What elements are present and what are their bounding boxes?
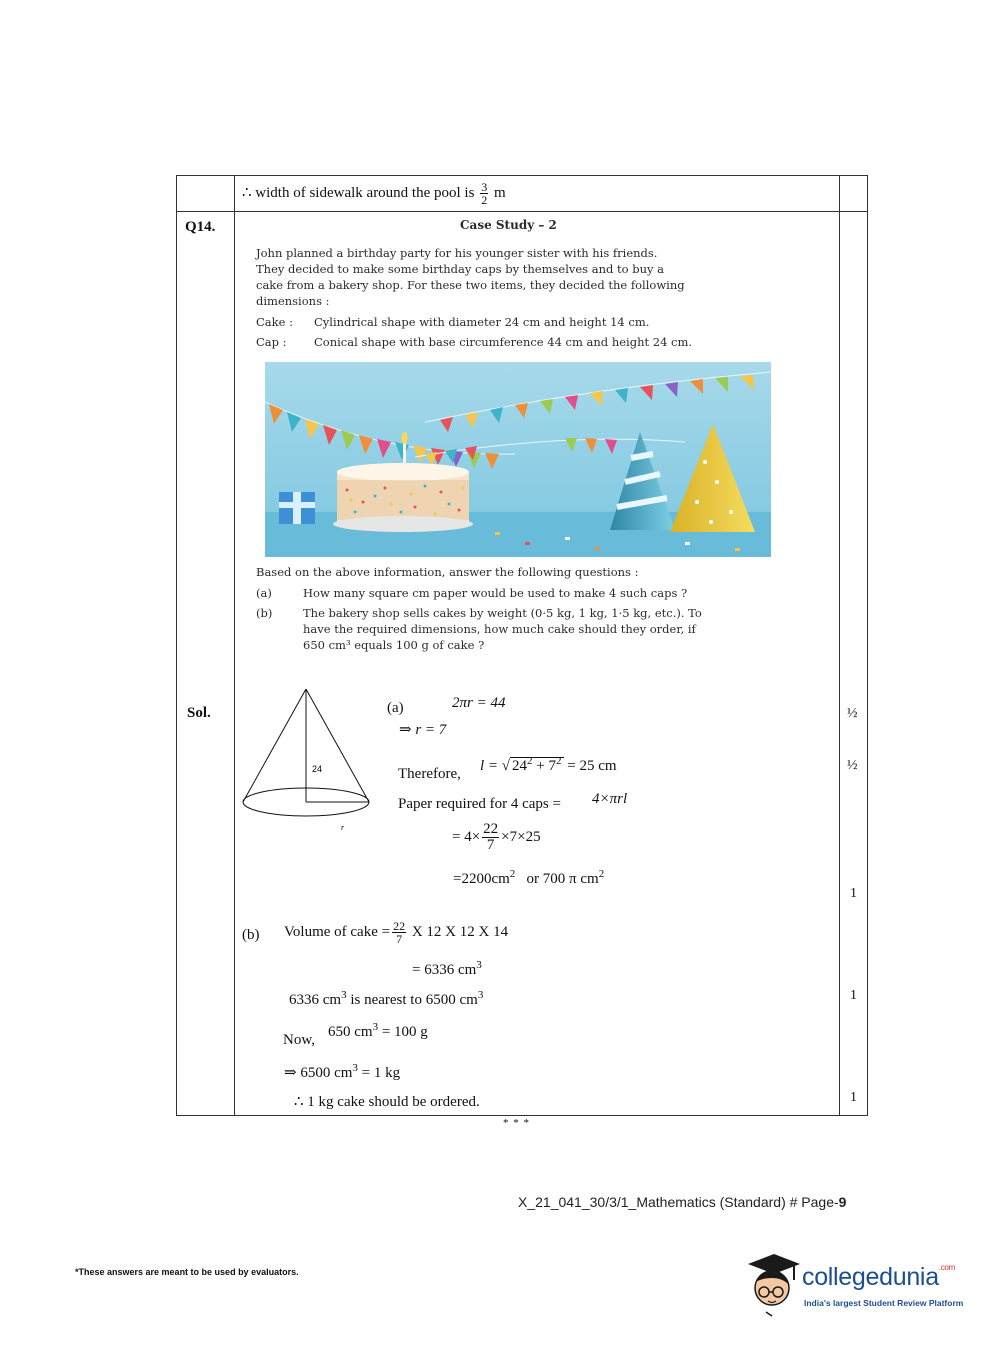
case-intro bbox=[256, 245, 796, 309]
paper-calculation: = 4× $\frac{22}{7}$ ×7×25 bbox=[452, 821, 541, 853]
cone-slant-left bbox=[243, 689, 306, 802]
intro-line: John planned a birthday party for his younger sister with his friends. bbox=[256, 246, 658, 260]
now-label: Now, bbox=[283, 1032, 315, 1048]
sub-question-b-text: The bakery shop sells cakes by weight (0·5 kg, 1 kg, 1·5 kg, etc.). To have the required dimensions, how much cake should they order, if 650 cm³ equals 100 g of cake ? bbox=[303, 606, 702, 652]
column-divider-left bbox=[234, 176, 235, 1115]
therefore-symbol: ∴ bbox=[242, 185, 252, 201]
weight-conversion-equation: ⇒ 6500 $cm^3 = 1$ kg bbox=[284, 1062, 401, 1081]
sub-question-a-text: How many square cm paper would be used to make 4 such caps ? bbox=[303, 586, 688, 600]
logo-wordmark: collegedunia$^{.com}$ bbox=[802, 1263, 955, 1291]
mark-one: 1 bbox=[850, 988, 857, 1003]
column-divider-right bbox=[839, 176, 840, 1115]
nearest-volume-text: 6336 $cm^3$ is nearest to 6500 $cm^3$ bbox=[289, 989, 484, 1008]
end-stars: * * * bbox=[503, 1117, 530, 1129]
birthday-party-image bbox=[265, 362, 771, 557]
logo-tagline: India's largest Student Review Platform bbox=[804, 1298, 964, 1308]
cap-dimension-text: Conical shape with base circumference 44 cm and height 24 cm. bbox=[314, 335, 693, 349]
evaluator-note: *These answers are meant to be used by evaluators. bbox=[75, 1267, 299, 1277]
page-number: 9 bbox=[838, 1194, 847, 1210]
mark-one: 1 bbox=[850, 886, 857, 901]
intro-line: dimensions : bbox=[256, 294, 330, 308]
final-answer: ∴ 1 kg cake should be ordered. bbox=[294, 1094, 480, 1110]
question-number: Q14. bbox=[185, 219, 216, 235]
unit-m: m bbox=[493, 185, 506, 201]
fraction-22-over-7: $\frac{22}{7}$ bbox=[483, 821, 499, 853]
case-study-title: Case Study – 2 bbox=[460, 218, 557, 232]
part-a-result: $=2200cm^2$ or 700 π $cm^2$ bbox=[453, 868, 605, 887]
radius-equation: ⇒ r = 7 bbox=[399, 722, 447, 738]
intro-line: They decided to make some birthday caps by themselves and to buy a bbox=[256, 262, 664, 276]
row-divider bbox=[177, 211, 867, 212]
slant-height-equation: l = √ $24^2 + 7^2 = 25$ cm bbox=[480, 755, 617, 774]
cake-dimension-text: Cylindrical shape with diameter 24 cm and height 14 cm. bbox=[314, 315, 650, 329]
cake-dimension-label: Cake : bbox=[256, 315, 293, 329]
cone-diagram bbox=[236, 684, 376, 834]
fraction-22-over-7-small: $\frac{22}{7}$ bbox=[393, 919, 406, 946]
mark-one: 1 bbox=[850, 1090, 857, 1105]
cap-dimension-label: Cap : bbox=[256, 335, 287, 349]
cone-height-label: 24 bbox=[312, 764, 323, 774]
mark-half: ½ bbox=[847, 706, 858, 721]
cake-volume-result: = 6336 $cm^3$ bbox=[412, 959, 482, 978]
part-b-label: (b) bbox=[242, 927, 260, 943]
previous-answer-line bbox=[242, 180, 506, 206]
collegedunia-logo bbox=[742, 1250, 972, 1320]
page-footer: X_21_041_30/3/1_Mathematics (Standard) # Page-9 bbox=[518, 1194, 847, 1210]
therefore-text: Therefore, bbox=[398, 766, 461, 782]
intro-line: cake from a bakery shop. For these two items, they decided the following bbox=[256, 278, 685, 292]
weight-ratio-equation: 650 $cm^3 = 100$ g bbox=[328, 1021, 428, 1040]
mascot-icon bbox=[742, 1250, 802, 1320]
previous-answer-text: width of sidewalk around the pool is bbox=[255, 185, 475, 201]
gift-box bbox=[279, 492, 315, 524]
sub-question-b-label: (b) bbox=[256, 606, 273, 620]
paper-formula: 4×πrl bbox=[592, 791, 628, 807]
based-on-text: Based on the above information, answer the following questions : bbox=[256, 565, 639, 579]
circumference-equation: 2πr = 44 bbox=[452, 695, 506, 711]
cone-radius-label: r bbox=[341, 823, 345, 832]
solution-label: Sol. bbox=[187, 705, 211, 721]
sub-question-a-label: (a) bbox=[256, 586, 272, 600]
cake-volume-equation: Volume of cake = $\frac{22}{7}$ X 12 X 12 X 14 bbox=[284, 919, 509, 946]
party-scene bbox=[265, 362, 771, 557]
fraction-three-halves: $\frac{3}{2}$ bbox=[481, 180, 488, 208]
cone-slant-right bbox=[306, 689, 369, 802]
paper-required-text: Paper required for 4 caps = bbox=[398, 796, 561, 812]
part-a-label: (a) bbox=[387, 700, 404, 716]
mark-half: ½ bbox=[847, 758, 858, 773]
